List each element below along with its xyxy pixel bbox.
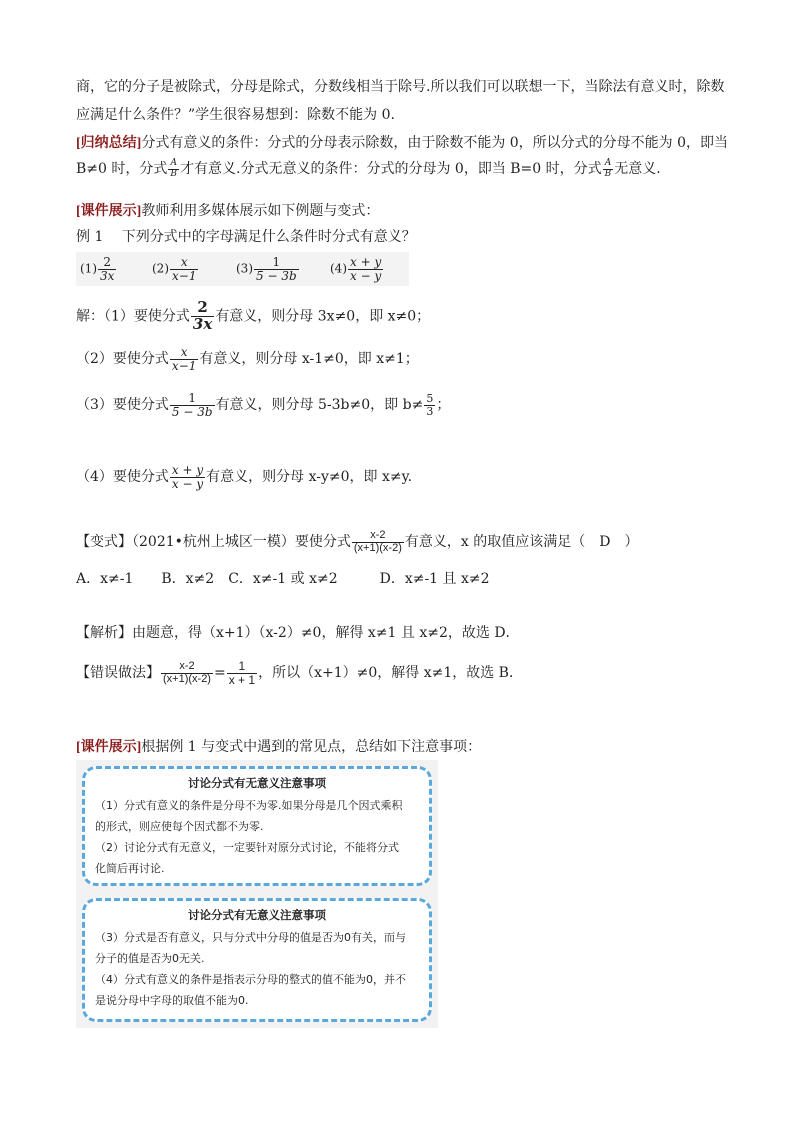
summary-text-2a: B≠0 时，分式 <box>76 161 168 177</box>
summary-text-1: 分式有意义的条件：分式的分母表示除数，由于除数不能为 0，所以分式的分母不能为 0，即当 <box>141 135 729 151</box>
summary-text-2b: 才有意义.分式无意义的条件：分式的分母为 0，即当 B=0 时，分式 <box>180 161 602 177</box>
notes-box-2-line: 是说分母中字母的取值不能为0. <box>95 994 249 1007</box>
notes-box-2-title: 讨论分式有无意义注意事项 <box>188 908 326 922</box>
summary-tag: [归纳总结] <box>76 136 142 151</box>
intro-line-1: 商，它的分子是被除式，分母是除式，分数线相当于除号.所以我们可以联想一下，当除法有意义时，除数 <box>76 79 725 95</box>
display-tag-2: [课件展示] <box>76 740 142 755</box>
notes-box-1-line: （1）分式有意义的条件是分母不为零.如果分母是几个因式乘积 <box>95 799 403 812</box>
example-item-1: (1) $\frac{2}{3x}$ <box>80 255 115 283</box>
fraction-a-over-b-2: $\frac{A}{B}$ <box>604 158 612 179</box>
wrong-method: 【错误做法】 $\frac{x-2}{(x+1)(x-2)}$ = $\frac{1}{x + 1}$ ，所以（x+1）≠0，解得 x≠1，故选 B． <box>76 659 523 687</box>
notes-panel <box>76 760 438 1028</box>
example-item-3: (3) $\frac{1}{5 - 3b}$ <box>236 255 297 283</box>
summary-text-2c: 无意义. <box>614 161 661 177</box>
example-item-4: (4) $\frac{x + y}{x - y}$ <box>330 255 382 283</box>
summary-line-2 <box>76 158 661 179</box>
display-line-1 <box>76 200 379 220</box>
fraction-a-over-b: $\frac{A}{B}$ <box>170 158 178 179</box>
variant-options: A．x≠-1 B．x≠2 C．x≠-1 或 x≠2 D．x≠-1 且 x≠2 <box>76 571 490 587</box>
display-line-2 <box>76 736 481 756</box>
solution-4: （4）要使分式 $\frac{x + y}{x - y}$ 有意义，则分母 x-y≠0，即 x≠y. <box>76 463 413 491</box>
solution-2: （2）要使分式 $\frac{x}{x-1}$ 有意义，则分母 x-1≠0，即 x≠1； <box>76 345 419 373</box>
display-text-1: 教师利用多媒体展示如下例题与变式： <box>141 203 380 219</box>
display-text-2: 根据例 1 与变式中遇到的常见点，总结如下注意事项： <box>141 739 482 755</box>
notes-box-2-line: 分子的值是否为0无关. <box>95 952 205 965</box>
summary-line-1 <box>76 132 728 152</box>
notes-box-1-line: 的形式，则应使每个因式都不为零. <box>95 820 264 833</box>
notes-box-2 <box>82 898 432 1022</box>
example-item-2: (2) $\frac{x}{x-1}$ <box>152 255 197 283</box>
variant-question: 【变式】（2021•杭州上城区一模）要使分式 $\frac{x-2}{(x+1)(x-2)}$ 有意义，x 的取值应该满足（ D ） <box>76 529 639 554</box>
solution-1: 解：（1）要使分式 $\frac{2}{3x}$ 有意义，则分母 3x≠0，即 x≠0； <box>76 298 431 333</box>
notes-box-1-line: （2）讨论分式有无意义，一定要针对原分式讨论，不能将分式 <box>95 841 399 854</box>
notes-box-2-line: （3）分式是否有意义，只与分式中分母的值是否为0有关，而与 <box>95 931 406 944</box>
notes-box-1-title: 讨论分式有无意义注意事项 <box>188 776 326 790</box>
notes-box-1 <box>82 766 432 886</box>
solution-3: （3）要使分式 $\frac{1}{5 - 3b}$ 有意义，则分母 5-3b≠0，即 b≠ $\frac{5}{3}$ ； <box>76 391 451 419</box>
display-tag-1: [课件展示] <box>76 204 142 219</box>
example-fractions-row <box>76 252 409 286</box>
example-title: 例 1 下列分式中的字母满足什么条件时分式有意义？ <box>76 229 416 245</box>
notes-box-1-line: 化简后再讨论. <box>95 862 165 875</box>
notes-box-2-line: （4）分式有意义的条件是指表示分母的整式的值不能为0，并不 <box>95 973 406 986</box>
intro-line-2: 应满足什么条件？”学生很容易想到：除数不能为 0. <box>76 107 395 123</box>
analysis-text: 【解析】由题意，得（x+1）（x-2）≠0，解得 x≠1 且 x≠2，故选 D． <box>76 625 520 641</box>
